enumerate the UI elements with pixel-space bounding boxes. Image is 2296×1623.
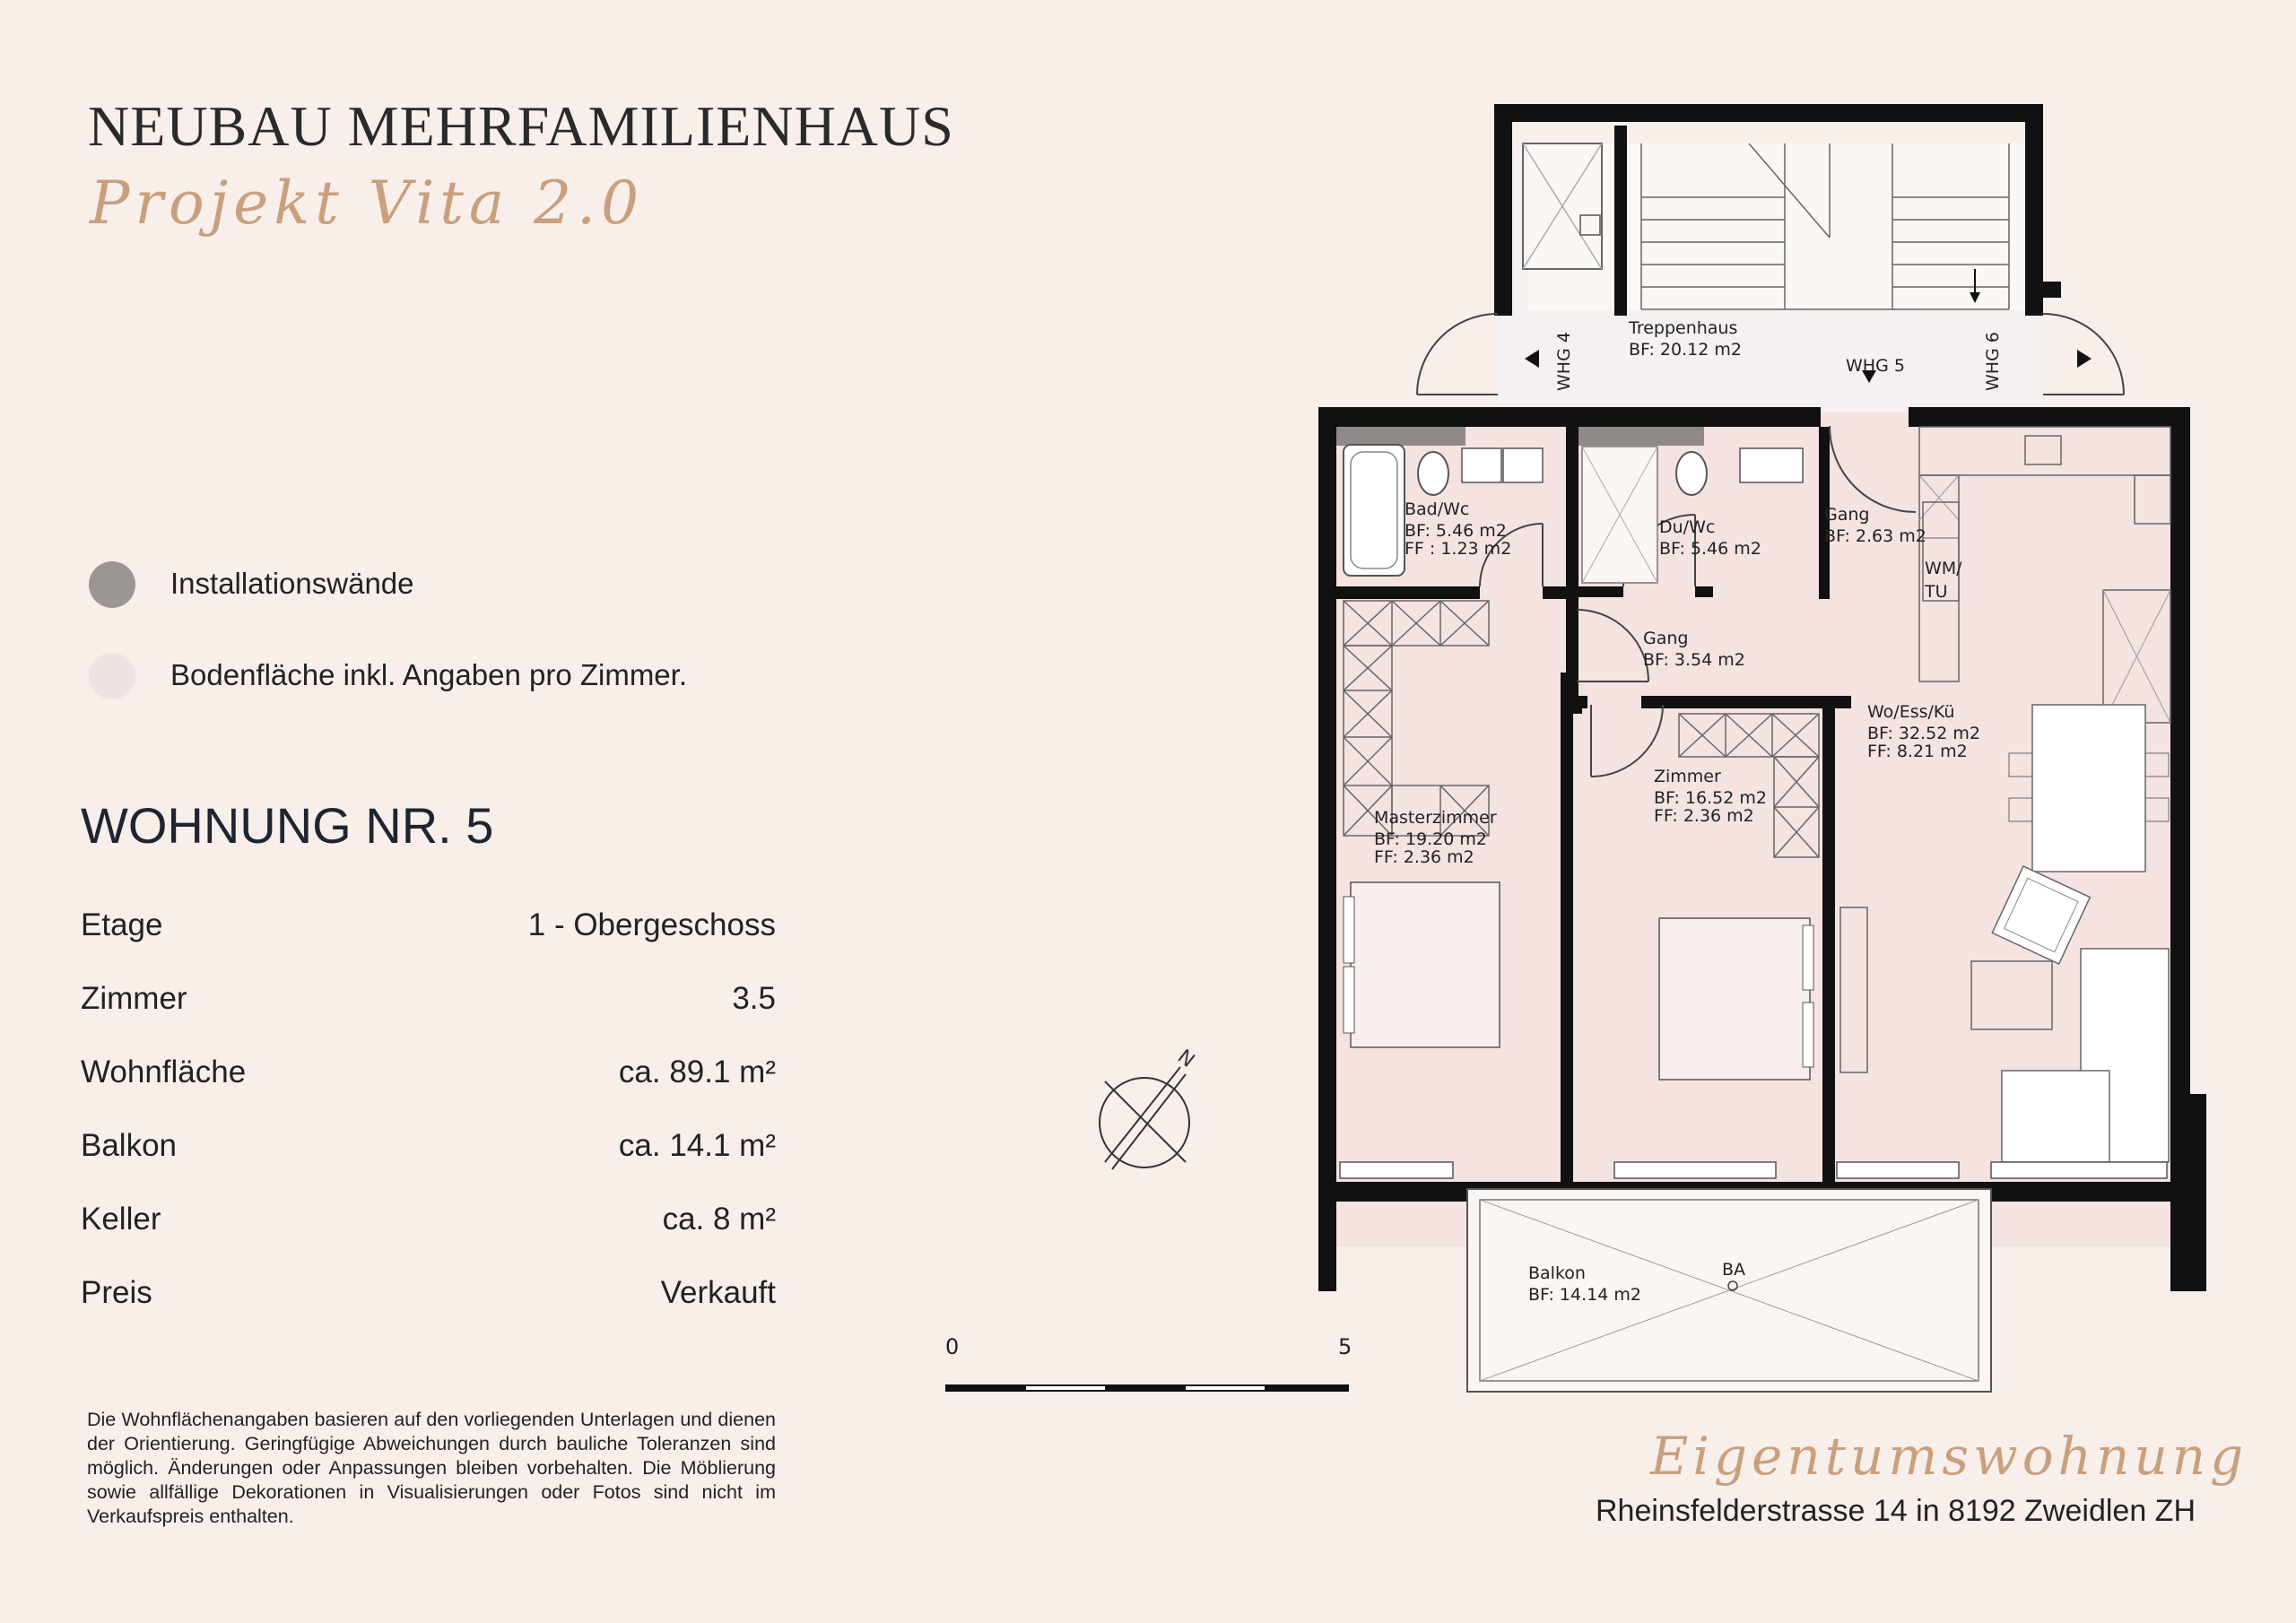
room-label: Gang — [1643, 629, 1689, 648]
info-value: ca. 89.1 m² — [618, 1055, 776, 1089]
legend-label-floor: Bodenfläche inkl. Angaben pro Zimmer. — [170, 658, 688, 691]
room-label: Masterzimmer — [1374, 808, 1497, 828]
info-label: Keller — [81, 1202, 161, 1237]
info-label: Balkon — [81, 1128, 178, 1163]
info-row-keller — [81, 1202, 776, 1246]
project-name: Projekt Vita 2.0 — [90, 169, 645, 238]
info-value: 3.5 — [732, 981, 776, 1016]
info-row-etage — [81, 907, 776, 952]
info-value: 1 - Obergeschoss — [527, 907, 776, 942]
info-value: ca. 14.1 m² — [618, 1128, 776, 1163]
info-label: Zimmer — [81, 981, 187, 1016]
info-value: Verkauft — [660, 1275, 776, 1310]
room-area: FF: 8.21 m2 — [1867, 742, 1968, 761]
info-value: ca. 8 m² — [662, 1202, 776, 1237]
room-area: FF : 1.23 m2 — [1405, 539, 1512, 559]
info-label: Wohnfläche — [81, 1055, 247, 1089]
legend-label-installation: Installationswände — [170, 567, 414, 600]
room-area: BF: 32.52 m2 — [1867, 724, 1980, 743]
room-area: BF: 5.46 m2 — [1659, 539, 1761, 559]
room-area: FF: 2.36 m2 — [1654, 806, 1754, 826]
room-area: BF: 20.12 m2 — [1629, 340, 1742, 360]
room-label: Balkon — [1528, 1263, 1586, 1283]
room-area: BF: 2.63 m2 — [1824, 526, 1926, 546]
room-area: BF: 16.52 m2 — [1654, 788, 1767, 808]
apartment-title: WOHNUNG NR. 5 — [81, 797, 494, 854]
info-label: Preis — [81, 1275, 152, 1310]
footer-script-title: Eigentumswohnung — [1650, 1426, 2248, 1487]
room-label: WM/ — [1925, 559, 1962, 578]
room-area: BF: 5.46 m2 — [1405, 521, 1507, 541]
room-label: Zimmer — [1654, 767, 1721, 786]
info-row-wohnflaeche — [81, 1055, 776, 1099]
scale-label-end: 5 — [1338, 1334, 1352, 1359]
room-label: Gang — [1824, 505, 1870, 525]
disclaimer-text: Die Wohnflächenangaben basieren auf den vorliegenden Unterlagen und dienen der Orientierung. Geringfügige Abweichungen durch bauliche Toleranzen sind möglich. Änderungen oder Anpassungen bleiben vorbehalten. Die Möblierung sowie allfällige Dekorationen in Visualisierungen oder Fotos sind nicht im Verkaufspreis enthalten. — [87, 1409, 776, 1527]
room-label: Bad/Wc — [1405, 499, 1470, 519]
scale-label-start: 0 — [945, 1334, 960, 1359]
floor-plan — [1274, 90, 2278, 1417]
whg5-label: WHG 5 — [1846, 356, 1905, 376]
room-label: Du/Wc — [1659, 517, 1716, 537]
room-label: TU — [1925, 582, 1948, 602]
info-row-preis — [81, 1275, 776, 1320]
room-label: Treppenhaus — [1629, 318, 1738, 338]
whg6-label: WHG 6 — [1983, 332, 2003, 391]
north-compass — [1085, 1040, 1211, 1175]
info-row-zimmer — [81, 981, 776, 1026]
room-area: BF: 19.20 m2 — [1374, 829, 1487, 849]
legend-swatch-floor — [89, 653, 135, 699]
page-title: NEUBAU MEHRFAMILIENHAUS — [88, 94, 954, 158]
footer-address: Rheinsfelderstrasse 14 in 8192 Zweidlen ZH — [1595, 1494, 2196, 1528]
whg4-label: WHG 4 — [1554, 332, 1574, 391]
room-area: BF: 14.14 m2 — [1528, 1285, 1641, 1305]
info-label: Etage — [81, 907, 163, 942]
north-label: N — [1172, 1046, 1199, 1072]
info-row-balkon — [81, 1128, 776, 1173]
room-area: FF: 2.36 m2 — [1374, 847, 1474, 867]
room-area: BF: 3.54 m2 — [1643, 650, 1745, 670]
legend-swatch-installation — [89, 561, 135, 608]
room-label: Wo/Ess/Kü — [1867, 702, 1955, 722]
ba-label: BA — [1722, 1260, 1746, 1280]
